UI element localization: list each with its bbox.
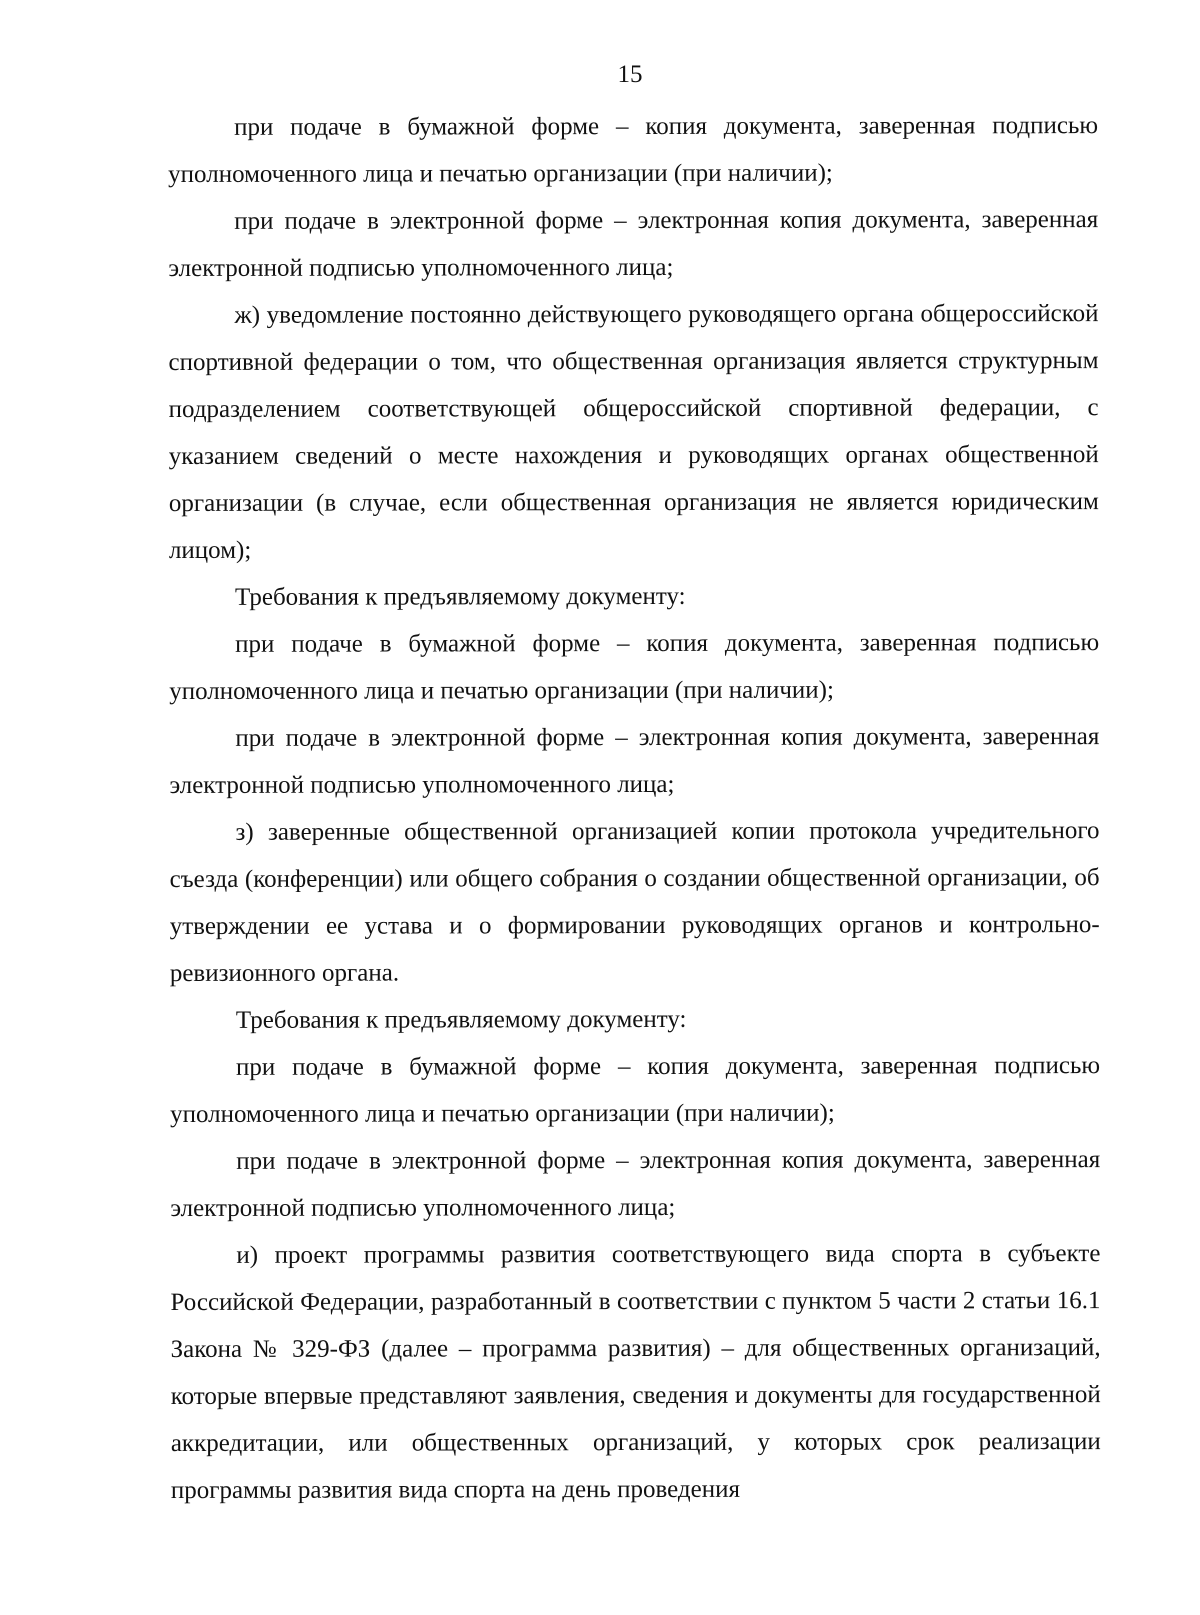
paragraph: при подаче в бумажной форме – копия документа, заверенная подписью уполномоченного лица и печатью организации (при наличии); [169,629,1100,705]
document-body [168,102,1101,1514]
paragraph: Требования к предъявляемому документу: [235,582,686,611]
paragraph: при подаче в электронной форме – электронная копия документа, заверенная электронной подписью уполномоченного лица; [169,723,1100,799]
paragraph: и) проект программы развития соответствующего вида спорта в субъекте Российской Федерации, разработанный в соответствии с пунктом 5 части 2 статьи 16.1 Закона № 329-ФЗ (далее – программа развития) – для общественных организаций, которые впервые представляют заявления, сведения и документы для государственной аккредитации, или общественных организаций, у которых срок реализации программы развития вида спорта на день проведения [170,1240,1101,1504]
paragraph: при подаче в электронной форме – электронная копия документа, заверенная электронной подписью уполномоченного лица; [170,1146,1101,1222]
paragraph: Требования к предъявляемому документу: [235,1005,687,1034]
paragraph: ж) уведомление постоянно действующего руководящего органа общероссийской спортивной федерации о том, что общественная организация является структурным подразделением соответствующей общероссийской спортивной федерации, с указанием сведений о месте нахождения и руководящих органах общественной организации (в случае, если общественная организация не является юридическим лицом); [168,300,1099,564]
paragraph: при подаче в электронной форме – электронная копия документа, заверенная электронной подписью уполномоченного лица; [168,206,1099,282]
paragraph: при подаче в бумажной форме – копия документа, заверенная подписью уполномоченного лица и печатью организации (при наличии); [170,1052,1101,1128]
paragraph: з) заверенные общественной организацией копии протокола учредительного съезда (конференции) или общего собрания о создании общественной организации, об утверждении ее устава и о формировании руководящих органов и контрольно-ревизионного органа. [169,817,1100,987]
page-number: 15 [617,61,643,88]
paragraph: при подаче в бумажной форме – копия документа, заверенная подписью уполномоченного лица и печатью организации (при наличии); [168,112,1099,188]
